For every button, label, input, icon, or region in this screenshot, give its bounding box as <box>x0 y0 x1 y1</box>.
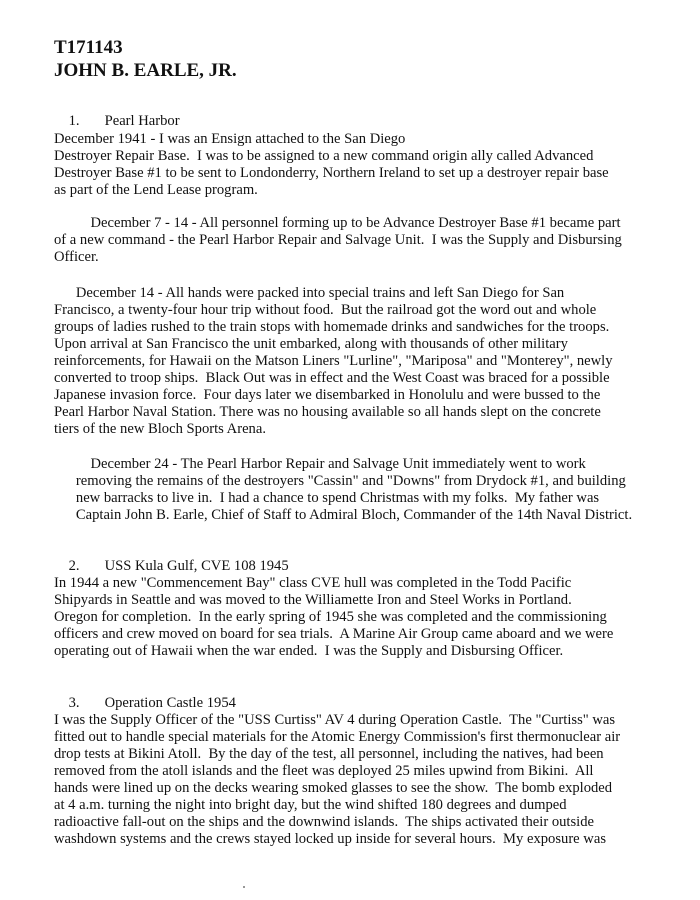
document-header <box>54 36 237 82</box>
text-line: December 7 - 14 - All personnel forming up to be Advance Destroyer Base #1 became part <box>54 215 621 231</box>
text-line: I was the Supply Officer of the "USS Curtiss" AV 4 during Operation Castle. The "Curtiss" was <box>54 712 616 728</box>
text-line: operating out of Hawaii when the war ended. I was the Supply and Disbursing Officer. <box>54 643 564 659</box>
scan-speck <box>243 886 245 888</box>
document-id: T171143 <box>54 37 123 58</box>
text-line: Shipyards in Seattle and was moved to the Williamette Iron and Steel Works in Portland. <box>54 592 572 608</box>
text-line: Destroyer Repair Base. I was to be assigned to a new command origin ally called Advanced <box>54 148 594 164</box>
text-line: Officer. <box>54 249 99 265</box>
text-line: converted to troop ships. Black Out was in effect and the West Coast was braced for a possible <box>54 370 610 386</box>
paragraph <box>54 285 674 438</box>
text-line: as part of the Lend Lease program. <box>54 182 258 198</box>
text-line: Destroyer Base #1 to be sent to Londonderry, Northern Ireland to set up a destroyer repair base <box>54 165 609 181</box>
section-title: Operation Castle 1954 <box>104 695 236 711</box>
text-line: officers and crew moved on board for sea trials. A Marine Air Group came aboard and we were <box>54 626 614 642</box>
section-number: 3. <box>68 695 80 711</box>
text-line: Japanese invasion force. Four days later we disembarked in Honolulu and were bussed to the <box>54 387 601 403</box>
text-line: radioactive fall-out on the ships and the downwind islands. The ships activated their outside <box>54 814 594 830</box>
text-line: December 1941 - I was an Ensign attached to the San Diego <box>54 131 406 147</box>
text-line: December 14 - All hands were packed into special trains and left San Diego for San <box>54 285 565 301</box>
text-line: groups of ladies rushed to the train stops with homemade drinks and sandwiches for the troops. <box>54 319 610 335</box>
section-number: 1. <box>68 113 80 129</box>
text-line: drop tests at Bikini Atoll. By the day of the test, all personnel, including the natives, had been <box>54 746 604 762</box>
section-title: USS Kula Gulf, CVE 108 1945 <box>104 558 289 574</box>
text-line: reinforcements, for Hawaii on the Matson Liners "Lurline", "Mariposa" and "Monterey", newly <box>54 353 613 369</box>
paragraph <box>54 215 674 266</box>
text-line: tiers of the new Bloch Sports Arena. <box>54 421 266 437</box>
text-line: removing the remains of the destroyers "Cassin" and "Downs" from Drydock #1, and building <box>54 473 626 489</box>
paragraph <box>54 575 674 660</box>
text-line: December 24 - The Pearl Harbor Repair and Salvage Unit immediately went to work <box>54 456 586 472</box>
text-line: of a new command - the Pearl Harbor Repair and Salvage Unit. I was the Supply and Disbursing <box>54 232 622 248</box>
paragraph <box>54 131 674 199</box>
text-line: hands were lined up on the decks wearing smoked glasses to see the show. The bomb exploded <box>54 780 613 796</box>
paragraph <box>54 712 674 848</box>
text-line: fitted out to handle special materials for the Atomic Energy Commission's first thermonuclear air <box>54 729 621 745</box>
text-line: Captain John B. Earle, Chief of Staff to Admiral Bloch, Commander of the 14th Naval District. <box>54 507 633 523</box>
paragraph <box>54 456 674 524</box>
document-author-name: JOHN B. EARLE, JR. <box>54 60 237 81</box>
text-line: removed from the atoll islands and the fleet was deployed 25 miles upwind from Bikini. All <box>54 763 594 779</box>
text-line: Pearl Harbor Naval Station. There was no housing available so all hands slept on the concrete <box>54 404 601 420</box>
text-line: at 4 a.m. turning the night into bright day, but the wind shifted 180 degrees and dumped <box>54 797 567 813</box>
text-line: In 1944 a new "Commencement Bay" class CVE hull was completed in the Todd Pacific <box>54 575 572 591</box>
section-number: 2. <box>68 558 80 574</box>
text-line: Francisco, a twenty-four hour trip without food. But the railroad got the word out and whole <box>54 302 597 318</box>
text-line: washdown systems and the crews stayed locked up inside for several hours. My exposure was <box>54 831 607 847</box>
section-title: Pearl Harbor <box>104 113 180 129</box>
text-line: new barracks to live in. I had a chance to spend Christmas with my folks. My father was <box>54 490 600 506</box>
text-line: Upon arrival at San Francisco the unit embarked, along with thousands of other military <box>54 336 568 352</box>
text-line: Oregon for completion. In the early spring of 1945 she was completed and the commissioning <box>54 609 607 625</box>
